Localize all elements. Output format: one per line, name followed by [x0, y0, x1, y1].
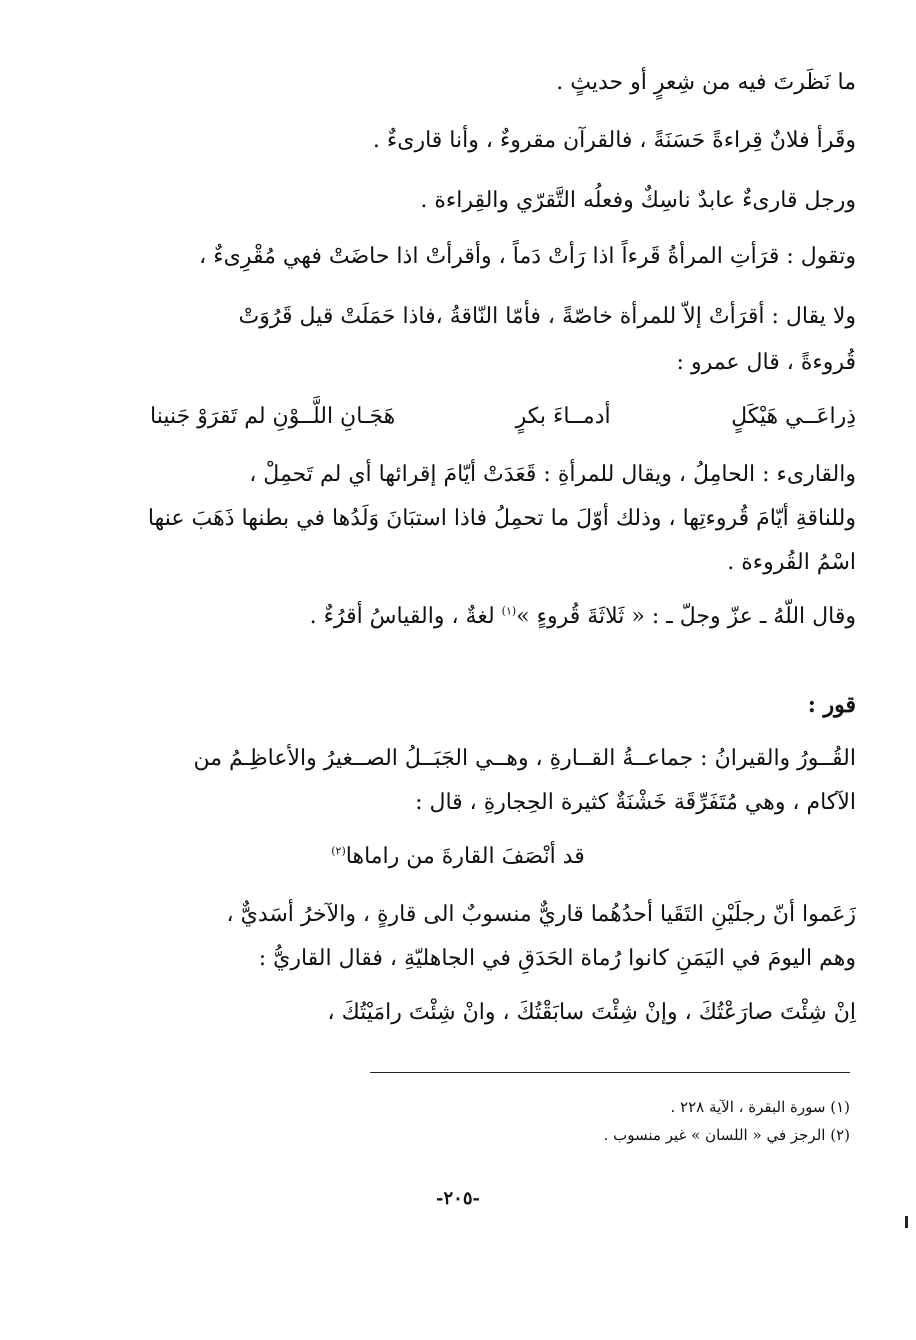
- scan-edge-mark: [905, 1216, 908, 1228]
- text-line-10: القُــورُ والقيرانُ : جماعــةُ القــارةِ ، وهــي الجَبَــلُ الصــغيرُ والأعاظِـمُ من: [193, 746, 856, 771]
- text-line-2: وقَرأ فلانٌ قِراءةً حَسَنَةً ، فالقرآن مقروءٌ ، وأنا قارىءٌ .: [372, 128, 856, 153]
- footnote-divider: [370, 1072, 850, 1073]
- verse-part-1: ذِراعَــي هَيْكَلٍ: [731, 404, 856, 429]
- verse-part-3: هَجَـانِ اللَّــوْنِ لم تَقرَوْ جَنينا: [150, 404, 396, 429]
- verse-line: [150, 404, 856, 429]
- quran-before: وقال اللّهُ ـ عزّ وجلّ ـ : « ثَلاثَةَ قُروءٍ »: [516, 604, 856, 629]
- text-line-6: قُروءةً ، قال عمرو :: [676, 350, 856, 375]
- text-line-1: ما نَظَرتَ فيه من شِعرٍ أو حديثٍ .: [556, 70, 856, 95]
- text-line-14: اِنْ شِئْتَ صارَعْتُكَ ، وإنْ شِئْتَ سابَقْتُكَ ، وانْ شِئْتَ رامَيْتُكَ ،: [327, 1000, 856, 1025]
- footnote-1: (١) سورة البقرة ، الآية ٢٢٨ .: [670, 1098, 850, 1116]
- text-line-9: اسْمُ القُروءة .: [727, 550, 856, 575]
- text-line-4: وتقول : قرَأتِ المرأةُ قَرءاً اذا رَأتْ دَماً ، وأقرأتْ اذا حاضَتْ فهي مُقْرِىءٌ ،: [199, 244, 856, 269]
- page-number: -٢٠٥-: [436, 1188, 480, 1209]
- text-line-5: ولا يقال : أقرَأتْ إلاّ للمرأة خاصّةً ، فأمّا النّاقةُ ،فاذا حَمَلَتْ قيل قَرُوَتْ: [238, 304, 856, 329]
- footnote-ref-2: (٢): [331, 844, 346, 858]
- text-line-3: ورجل قارىءٌ عابدٌ ناسِكٌ وفعلُه التَّقرّي والقِراءة .: [420, 188, 856, 213]
- text-line-7: والقارىء : الحامِلُ ، ويقال للمرأةِ : قَعَدَتْ أيّامَ إقرائها أي لم تَحمِلْ ،: [249, 462, 856, 487]
- text-line-13: وهم اليومَ في اليَمَنِ كانوا رُماة الحَدَقِ في الجاهليّةِ ، فقال القاريُّ :: [258, 946, 856, 971]
- quran-line: [130, 604, 856, 630]
- footnote-2: (٢) الرجز في « اللسان » غير منسوب .: [603, 1126, 850, 1144]
- verse-part-2: أدمــاءَ بكرٍ: [515, 404, 611, 429]
- footnote-ref-1: (١): [501, 604, 517, 618]
- entry-heading: قور :: [807, 692, 856, 718]
- quran-after: لغةٌ ، والقياسُ أقرُءٌ .: [309, 604, 502, 629]
- text-line-12: زَعَموا أنّ رجلَيْنِ التَقَيا أحدُهُما قاريٌّ منسوبٌ الى قارةٍ ، والآخرُ أسَديٌّ ،: [226, 902, 856, 927]
- verse-2: [0, 844, 916, 869]
- text-line-11: الآكام ، وهي مُتَفَرِّقَة خَشْنَةٌ كثيرة الحِجارةِ ، قال :: [415, 790, 856, 815]
- text-line-8: وللناقةِ أيّامَ قُروءتِها ، وذلك أوّلَ ما تحمِلُ فاذا استبَانَ وَلَدُها في بطنها ذَهَبَ عنها: [147, 506, 856, 531]
- verse-2-text: قد أنْصَفَ القارةَ من راماها: [345, 844, 585, 869]
